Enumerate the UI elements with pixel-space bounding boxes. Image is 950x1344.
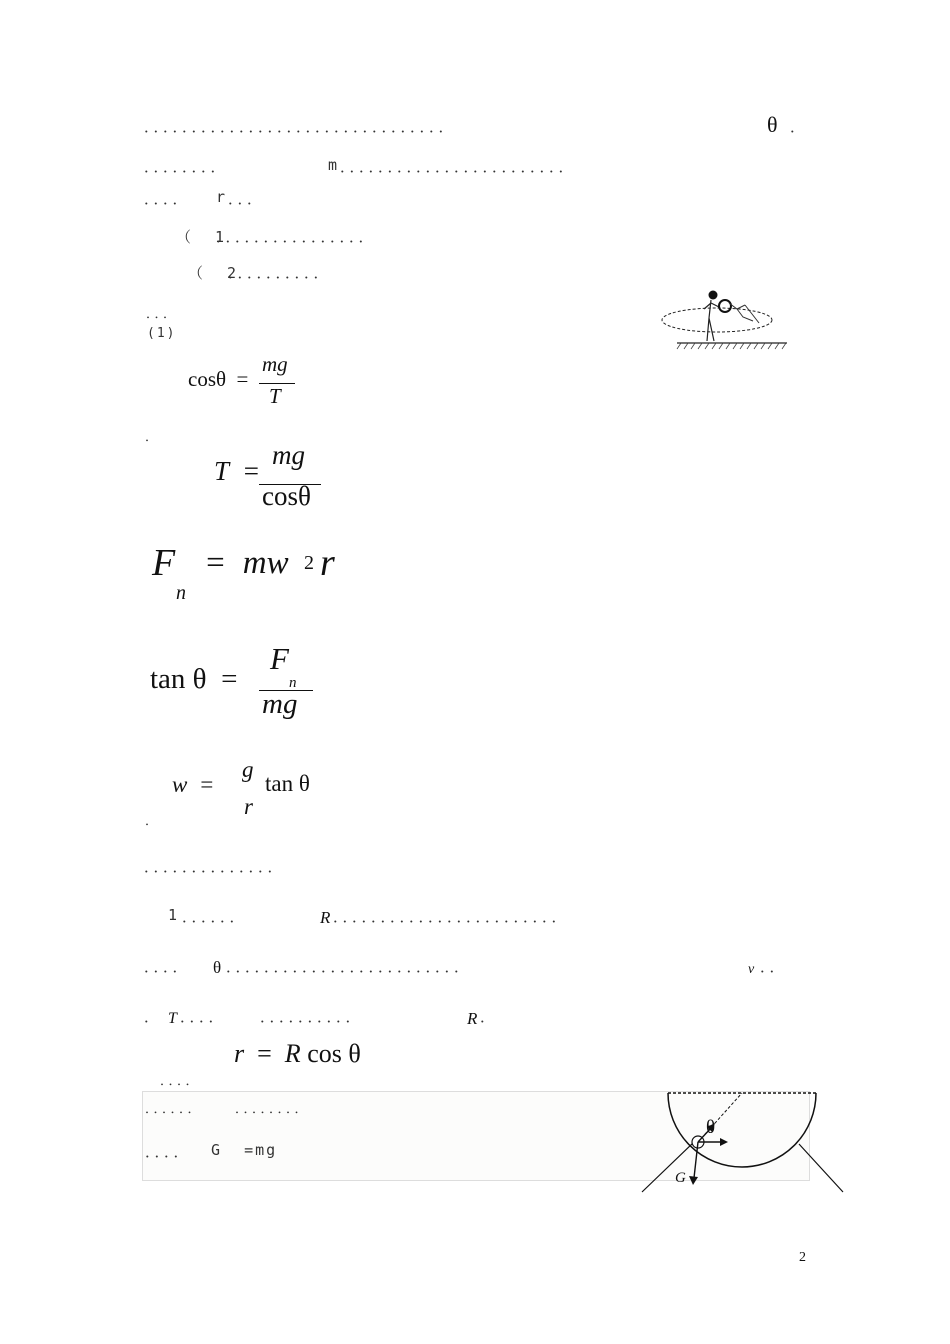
- eq1-numerator: mg: [262, 352, 288, 376]
- problem-line-1-end: ．: [790, 118, 808, 136]
- person-body: [704, 300, 719, 341]
- ground-hatching: [677, 343, 786, 349]
- dot-marker-b: ．: [145, 814, 161, 829]
- eq6: r = R cos θ: [234, 1039, 361, 1068]
- example-radius-R: R: [320, 908, 331, 927]
- hammer-ball: [719, 300, 731, 312]
- theta-symbol: θ: [767, 112, 778, 137]
- diagram-theta-label: θ: [706, 1117, 716, 1138]
- eq5-denominator: r: [244, 794, 253, 819]
- example-line-2-a: ．．．．: [144, 958, 190, 976]
- eq1-denominator: T: [269, 384, 281, 408]
- eq3-rhs: = mw: [204, 545, 289, 581]
- eq3-subscript: n: [176, 582, 186, 604]
- bowl-arc: [668, 1093, 816, 1167]
- example-line-3-d: ．: [480, 1008, 498, 1026]
- eq5-tail: tan θ: [265, 771, 310, 796]
- solution-part-1: (1): [147, 326, 177, 341]
- problem-line-3: ．．．．: [144, 190, 190, 208]
- bowl-diagram: [636, 1082, 850, 1198]
- dot-marker-a: ．: [145, 430, 161, 445]
- example-line-3-b: ．．．．: [180, 1008, 226, 1026]
- eq2-numerator: mg: [272, 440, 305, 470]
- solution-label: ．．．: [146, 307, 179, 322]
- eq3-radius: r: [320, 542, 335, 584]
- example-line-3-c: ．．．．．．．．．．: [260, 1008, 363, 1026]
- question-1-text: ．．．．．．．．．．．．．．．．: [216, 228, 376, 246]
- gravity-equation: G =mg: [211, 1141, 278, 1159]
- example-line-3-a: ．: [144, 1008, 162, 1026]
- eq2-denominator: cosθ: [262, 481, 311, 511]
- eq4-lhs: tan θ =: [150, 663, 238, 695]
- eq4-denominator: mg: [262, 688, 298, 720]
- problem-line-1: ．．．．．．．．．．．．．．．．．．．．．．．．．．．．．．．．: [144, 118, 456, 136]
- question-2-text: ．．．．．．．．．．: [228, 264, 331, 282]
- example-velocity: v: [748, 962, 755, 977]
- example-line-2-b: ．．．．．．．．．．．．．．．．．．．．．．．．．: [226, 958, 472, 976]
- eq5-lhs: w =: [172, 772, 215, 797]
- eq3-force: F: [152, 542, 176, 584]
- eq2-lhs: T =: [214, 456, 261, 486]
- stand-left: [642, 1142, 694, 1192]
- problem-line-3-rest: ．．．: [228, 190, 265, 208]
- analysis-label: ．．．．: [160, 1074, 201, 1089]
- question-1-number: （ 1: [176, 228, 227, 246]
- eq3-superscript: 2: [304, 552, 314, 574]
- radius-symbol: r: [216, 188, 228, 206]
- example-radius-R2: R: [467, 1009, 478, 1028]
- analysis-line-1-a: ．．．．．．: [145, 1102, 203, 1117]
- question-2-number: （ 2: [188, 264, 239, 282]
- example-theta: θ: [213, 958, 222, 977]
- example-heading: ．．．．．．．．．．．．．．: [144, 858, 285, 876]
- example-number: 1: [168, 906, 180, 924]
- problem-line-2-rest: ．．．．．．．．．．．．．．．．．．．．．．．．: [340, 158, 576, 176]
- eq1-lhs: cosθ =: [188, 367, 249, 391]
- mass-symbol: m: [328, 156, 340, 174]
- example-line-2-c: ．．: [760, 958, 787, 976]
- arrowhead-down-icon: [689, 1176, 698, 1185]
- example-line-1-b: ．．．．．．．．．．．．．．．．．．．．．．．．: [333, 908, 569, 926]
- analysis-line-1-b: ．．．．．．．．: [235, 1102, 310, 1117]
- arrowhead-right-icon: [720, 1138, 728, 1146]
- circular-path: [662, 308, 772, 332]
- stand-right: [799, 1144, 843, 1192]
- person-head: [709, 291, 718, 300]
- second-figure: [729, 303, 759, 323]
- example-tension: T: [168, 1010, 177, 1027]
- conical-pendulum-figure: [655, 283, 790, 353]
- example-line-1-a: ．．．．．．: [182, 908, 247, 926]
- diagram-gravity-label: G: [675, 1170, 686, 1186]
- problem-line-2: ．．．．．．．．: [144, 158, 228, 176]
- page-number: 2: [799, 1250, 806, 1265]
- eq5-numerator: g: [242, 757, 254, 782]
- eq4-numerator: F: [270, 641, 289, 676]
- eq4-numerator-subscript: n: [289, 675, 297, 691]
- analysis-line-2-a: ．．．．: [145, 1143, 191, 1161]
